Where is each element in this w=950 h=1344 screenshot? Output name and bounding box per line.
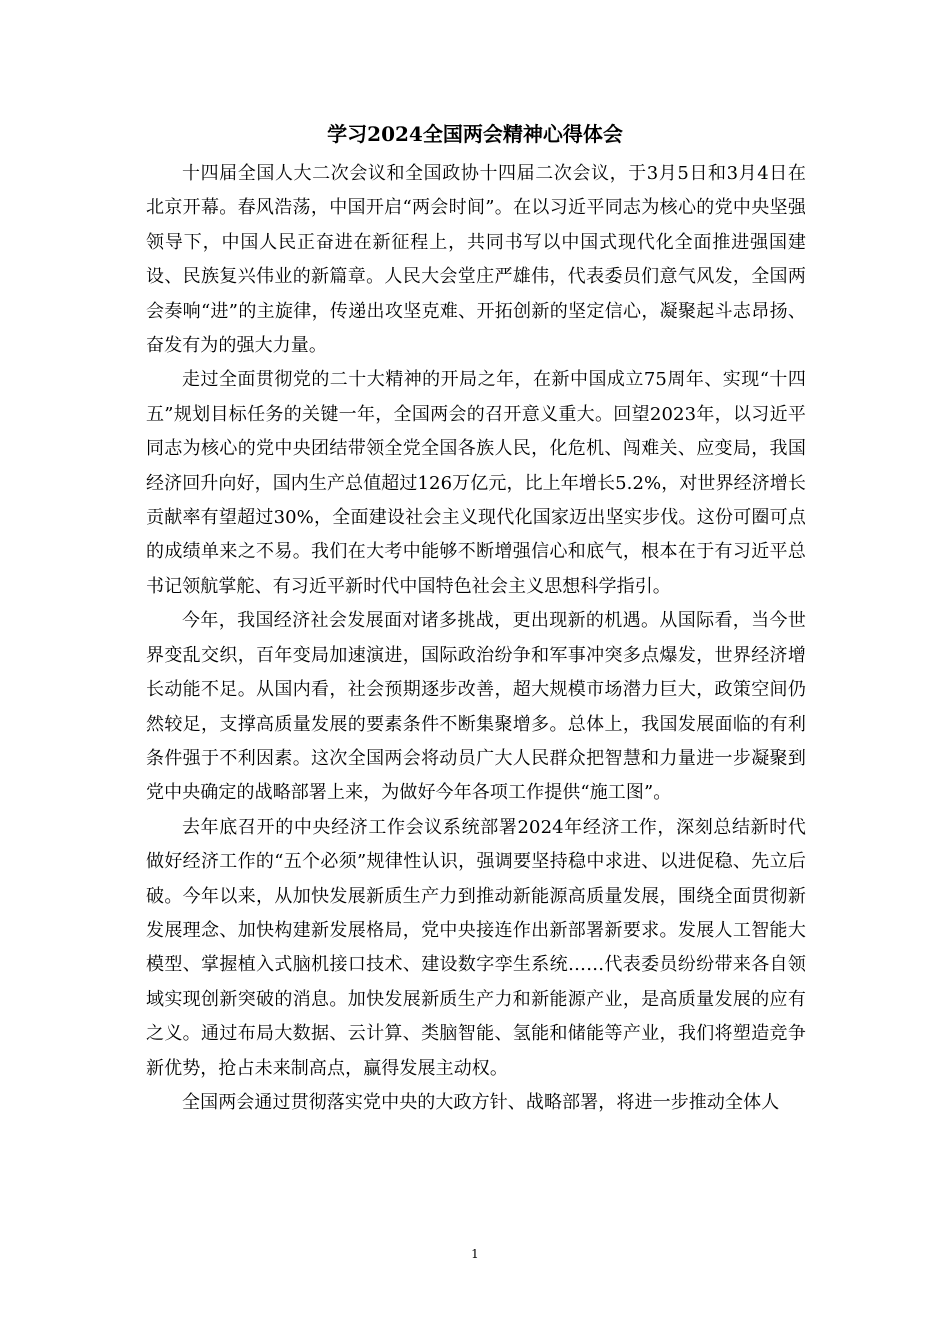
page-number: 1 xyxy=(471,1247,479,1261)
document-title: 学习2024全国两会精神心得体会 xyxy=(327,122,623,146)
paragraph-3: 今年，我国经济社会发展面对诸多挑战，更出现新的机遇。从国际看，当今世界变乱交织，百年变局加速演进，国际政治纷争和军事冲突多点爆发，世界经济增长动能不足。从国内看，社会预期逐步改善，超大规模市场潜力巨大，政策空间仍然较足，支撑高质量发展的要素条件不断集聚增多。总体上，我国发展面临的有利条件强于不利因素。这次全国两会将动员广大人民群众把智慧和力量进一步凝聚到党中央确定的战略部署上来，为做好今年各项工作提供“施工图”。 xyxy=(146,610,806,804)
paragraph-1: 十四届全国人大二次会议和全国政协十四届二次会议，于3月5日和3月4日在北京开幕。春风浩荡，中国开启“两会时间”。在以习近平同志为核心的党中央坚强领导下，中国人民正奋进在新征程上，共同书写以中国式现代化全面推进强国建设、民族复兴伟业的新篇章。人民大会堂庄严雄伟，代表委员们意气风发，全国两会奏响“进”的主旋律，传递出攻坚克难、开拓创新的坚定信心，凝聚起斗志昂扬、奋发有为的强大力量。 xyxy=(146,163,806,357)
paragraph-2: 走过全面贯彻党的二十大精神的开局之年，在新中国成立75周年、实现“十四五”规划目标任务的关键一年，全国两会的召开意义重大。回望2023年，以习近平同志为核心的党中央团结带领全党全国各族人民，化危机、闯难关、应变局，我国经济回升向好，国内生产总值超过126万亿元，比上年增长5.2%，对世界经济增长贡献率有望超过30%，全面建设社会主义现代化国家迈出坚实步伐。这份可圈可点的成绩单来之不易。我们在大考中能够不断增强信心和底气，根本在于有习近平总书记领航掌舵、有习近平新时代中国特色社会主义思想科学指引。 xyxy=(146,369,806,597)
document-body xyxy=(146,157,806,1120)
paragraph-4: 去年底召开的中央经济工作会议系统部署2024年经济工作，深刻总结新时代做好经济工作的“五个必须”规律性认识，强调要坚持稳中求进、以进促稳、先立后破。今年以来，从加快发展新质生产力到推动新能源高质量发展，围绕全面贯彻新发展理念、加快构建新发展格局，党中央接连作出新部署新要求。发展人工智能大模型、掌握植入式脑机接口技术、建设数字孪生系统……代表委员纷纷带来各自领域实现创新突破的消息。加快发展新质生产力和新能源产业，是高质量发展的应有之义。通过布局大数据、云计算、类脑智能、氢能和储能等产业，我们将塑造竞争新优势，抢占未来制高点，赢得发展主动权。 xyxy=(146,816,806,1079)
paragraph-5: 全国两会通过贯彻落实党中央的大政方针、战略部署，将进一步推动全体人 xyxy=(182,1091,780,1113)
